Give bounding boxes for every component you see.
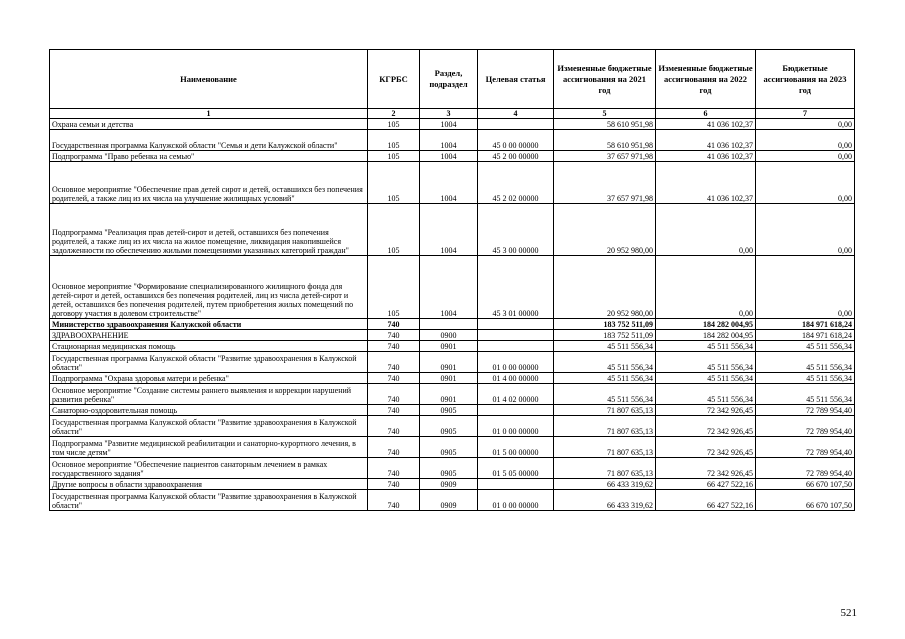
row-amount-2022: 41 036 102,37 [656,162,756,204]
row-name: Стационарная медицинская помощь [50,341,368,352]
row-section: 0901 [420,373,478,384]
row-target: 45 2 02 00000 [478,162,554,204]
row-name: Основное мероприятие "Обеспечение пациентов санаторным лечением в рамках государственного задания" [50,458,368,479]
column-number: 1 [50,109,368,119]
row-target [478,319,554,330]
row-section: 1004 [420,119,478,130]
row-name: Санаторно-оздоровительная помощь [50,405,368,416]
row-kgrbs: 740 [368,319,420,330]
row-amount-2022: 72 342 926,45 [656,437,756,458]
header-2022: Измененные бюджетные ассигнования на 2022 год [656,50,756,109]
header-row [50,50,855,109]
row-kgrbs: 740 [368,405,420,416]
table-row [50,458,855,479]
row-kgrbs: 740 [368,373,420,384]
row-amount-2023: 45 511 556,34 [756,373,855,384]
row-name: Подпрограмма "Реализация прав детей-сирот и детей, оставшихся без попечения родителей, а также лиц из их числа на жилое помещение, ликвидация накопившейся задолженности по обеспечению жилыми помещениями указанных категорий граждан" [50,204,368,256]
table-row [50,341,855,352]
row-amount-2022: 72 342 926,45 [656,416,756,437]
row-kgrbs: 740 [368,330,420,341]
row-amount-2021: 58 610 951,98 [554,119,656,130]
row-target [478,479,554,490]
row-amount-2023: 0,00 [756,151,855,162]
row-kgrbs: 105 [368,162,420,204]
row-target: 01 0 00 00000 [478,416,554,437]
column-number: 7 [756,109,855,119]
row-section: 1004 [420,162,478,204]
row-section: 0905 [420,458,478,479]
row-amount-2021: 183 752 511,09 [554,319,656,330]
row-amount-2023: 72 789 954,40 [756,437,855,458]
row-amount-2023: 184 971 618,24 [756,330,855,341]
row-name: Государственная программа Калужской области "Развитие здравоохранения в Калужской области" [50,416,368,437]
row-target: 45 2 00 00000 [478,151,554,162]
row-name: Основное мероприятие "Обеспечение прав детей сирот и детей, оставшихся без попечения родителей, а также лиц из их числа на улучшение жилищных условий" [50,162,368,204]
row-amount-2022: 45 511 556,34 [656,373,756,384]
column-number: 6 [656,109,756,119]
row-amount-2022: 184 282 004,95 [656,330,756,341]
table-row [50,352,855,373]
row-target: 01 5 05 00000 [478,458,554,479]
row-amount-2022: 45 511 556,34 [656,352,756,373]
row-amount-2023: 45 511 556,34 [756,352,855,373]
row-amount-2023: 66 670 107,50 [756,490,855,511]
table-row [50,162,855,204]
row-kgrbs: 740 [368,437,420,458]
row-section: 0905 [420,405,478,416]
column-number: 4 [478,109,554,119]
table-row [50,373,855,384]
row-kgrbs: 105 [368,204,420,256]
row-name: Подпрограмма "Охрана здоровья матери и ребенка" [50,373,368,384]
row-section: 0900 [420,330,478,341]
column-number: 3 [420,109,478,119]
row-section: 0905 [420,437,478,458]
row-amount-2022: 41 036 102,37 [656,119,756,130]
column-number-row [50,109,855,119]
row-amount-2022: 45 511 556,34 [656,341,756,352]
row-amount-2021: 45 511 556,34 [554,384,656,405]
row-section: 0909 [420,479,478,490]
row-amount-2021: 20 952 980,00 [554,256,656,319]
row-target [478,341,554,352]
row-target [478,405,554,416]
row-kgrbs: 740 [368,416,420,437]
row-amount-2022: 66 427 522,16 [656,490,756,511]
row-amount-2023: 0,00 [756,119,855,130]
row-amount-2023: 66 670 107,50 [756,479,855,490]
row-amount-2023: 45 511 556,34 [756,384,855,405]
row-amount-2021: 37 657 971,98 [554,151,656,162]
row-amount-2021: 71 807 635,13 [554,437,656,458]
row-section: 1004 [420,130,478,151]
row-amount-2023: 0,00 [756,130,855,151]
row-amount-2023: 72 789 954,40 [756,405,855,416]
row-amount-2021: 58 610 951,98 [554,130,656,151]
row-section: 1004 [420,151,478,162]
header-section: Раздел, подраздел [420,50,478,109]
table-row [50,384,855,405]
row-amount-2021: 20 952 980,00 [554,204,656,256]
row-name: Государственная программа Калужской области "Развитие здравоохранения в Калужской области" [50,352,368,373]
row-target: 01 0 00 00000 [478,352,554,373]
row-section: 0901 [420,341,478,352]
row-name: Другие вопросы в области здравоохранения [50,479,368,490]
row-name: Подпрограмма "Право ребенка на семью" [50,151,368,162]
table-row [50,256,855,319]
table-row [50,319,855,330]
header-2021: Измененные бюджетные ассигнования на 2021 год [554,50,656,109]
row-amount-2023: 72 789 954,40 [756,458,855,479]
row-amount-2021: 71 807 635,13 [554,458,656,479]
table-row [50,405,855,416]
row-target: 01 4 02 00000 [478,384,554,405]
row-name: ЗДРАВООХРАНЕНИЕ [50,330,368,341]
row-section [420,319,478,330]
row-amount-2022: 41 036 102,37 [656,130,756,151]
header-2023: Бюджетные ассигнования на 2023 год [756,50,855,109]
row-section: 0909 [420,490,478,511]
row-target: 01 5 00 00000 [478,437,554,458]
header-kgrbs: КГРБС [368,50,420,109]
row-kgrbs: 105 [368,256,420,319]
row-section: 0901 [420,384,478,405]
row-amount-2023: 0,00 [756,162,855,204]
row-target: 01 0 00 00000 [478,490,554,511]
header-target: Целевая статья [478,50,554,109]
row-amount-2022: 45 511 556,34 [656,384,756,405]
row-kgrbs: 105 [368,151,420,162]
row-amount-2021: 71 807 635,13 [554,416,656,437]
row-amount-2023: 0,00 [756,256,855,319]
row-amount-2023: 0,00 [756,204,855,256]
row-section: 0901 [420,352,478,373]
row-amount-2021: 66 433 319,62 [554,490,656,511]
row-section: 0905 [420,416,478,437]
table-row [50,479,855,490]
row-target: 45 3 01 00000 [478,256,554,319]
column-number: 2 [368,109,420,119]
page-number: 521 [840,607,857,619]
column-number: 5 [554,109,656,119]
row-amount-2021: 45 511 556,34 [554,373,656,384]
row-amount-2022: 72 342 926,45 [656,458,756,479]
row-amount-2023: 184 971 618,24 [756,319,855,330]
table-row [50,490,855,511]
row-section: 1004 [420,204,478,256]
table-body [50,119,855,511]
row-amount-2022: 66 427 522,16 [656,479,756,490]
row-kgrbs: 740 [368,352,420,373]
row-target: 45 3 00 00000 [478,204,554,256]
row-amount-2021: 71 807 635,13 [554,405,656,416]
table-row [50,119,855,130]
row-section: 1004 [420,256,478,319]
row-name: Охрана семьи и детства [50,119,368,130]
row-name: Государственная программа Калужской области "Семья и дети Калужской области" [50,130,368,151]
row-target [478,119,554,130]
row-name: Основное мероприятие "Формирование специализированного жилищного фонда для детей-сирот и детей, оставшихся без попечения родителей, лиц из числа детей-сирот и детей, оставшихся без попечения родителей, путем приобретения жилых помещений по договору участия в долевом строительстве" [50,256,368,319]
row-target: 45 0 00 00000 [478,130,554,151]
row-kgrbs: 740 [368,479,420,490]
row-amount-2023: 72 789 954,40 [756,416,855,437]
table-row [50,416,855,437]
row-kgrbs: 740 [368,490,420,511]
row-amount-2021: 45 511 556,34 [554,341,656,352]
row-target: 01 4 00 00000 [478,373,554,384]
row-target [478,330,554,341]
row-name: Государственная программа Калужской области "Развитие здравоохранения в Калужской области" [50,490,368,511]
row-amount-2021: 183 752 511,09 [554,330,656,341]
table-row [50,130,855,151]
row-amount-2021: 45 511 556,34 [554,352,656,373]
row-amount-2022: 72 342 926,45 [656,405,756,416]
budget-table [49,49,855,511]
row-name: Основное мероприятие "Создание системы раннего выявления и коррекции нарушений развития ребенка" [50,384,368,405]
table-row [50,437,855,458]
row-amount-2021: 66 433 319,62 [554,479,656,490]
row-amount-2022: 41 036 102,37 [656,151,756,162]
row-kgrbs: 105 [368,130,420,151]
table-row [50,330,855,341]
row-amount-2022: 0,00 [656,204,756,256]
row-kgrbs: 105 [368,119,420,130]
header-name: Наименование [50,50,368,109]
row-kgrbs: 740 [368,341,420,352]
row-kgrbs: 740 [368,458,420,479]
row-amount-2021: 37 657 971,98 [554,162,656,204]
row-kgrbs: 740 [368,384,420,405]
row-name: Подпрограмма "Развитие медицинской реабилитации и санаторно-курортного лечения, в том числе детям" [50,437,368,458]
row-amount-2022: 184 282 004,95 [656,319,756,330]
row-amount-2022: 0,00 [656,256,756,319]
table-row [50,151,855,162]
row-name: Министерство здравоохранения Калужской области [50,319,368,330]
row-amount-2023: 45 511 556,34 [756,341,855,352]
table-row [50,204,855,256]
